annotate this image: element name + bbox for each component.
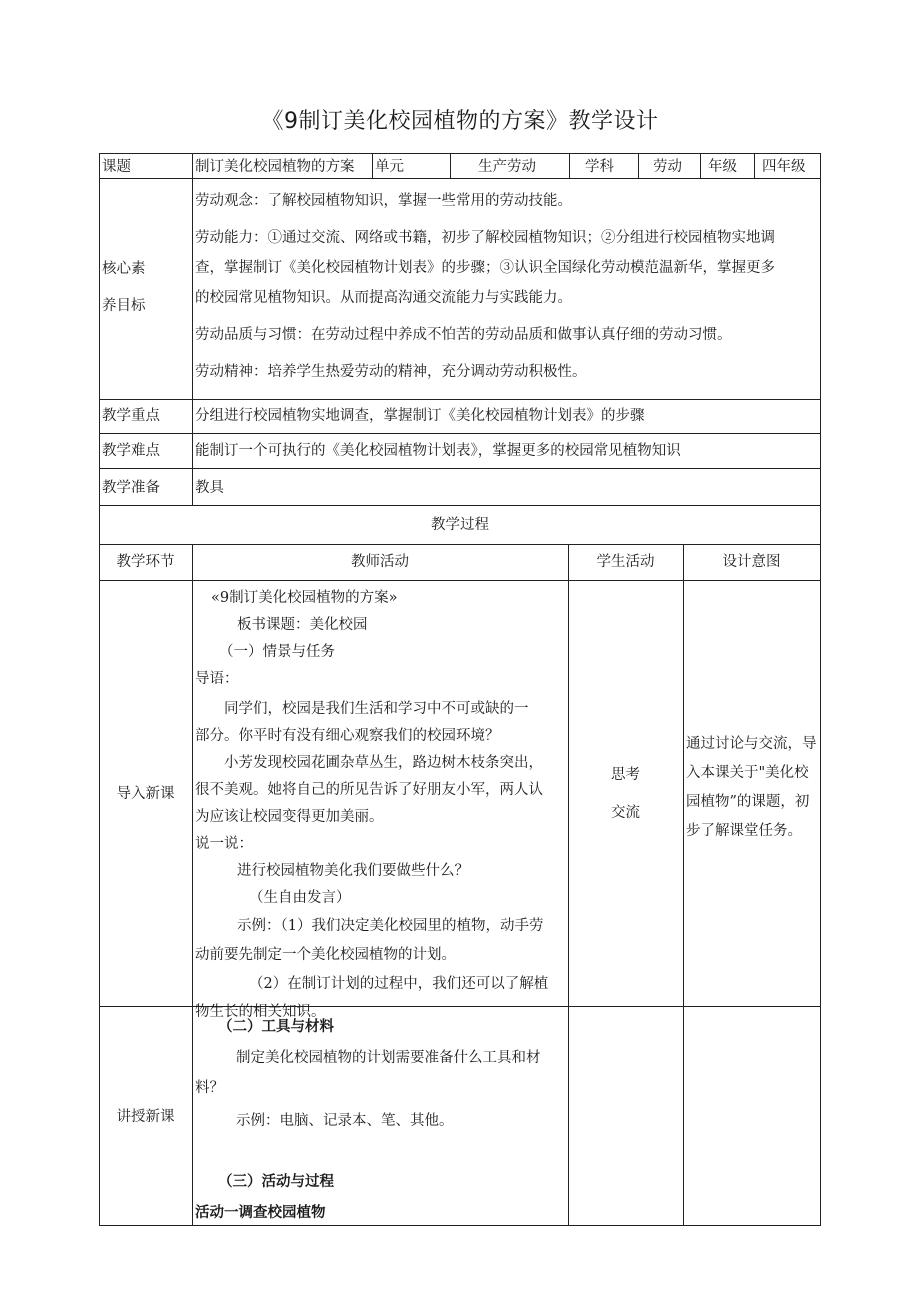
course-value: 制订美化校园植物的方案 xyxy=(195,159,355,175)
tools-line1: 制定美化校园植物的计划需要准备什么工具和材 xyxy=(236,1050,541,1066)
intro-line: 说一说： xyxy=(195,836,253,852)
core-label-line1: 核心素 xyxy=(102,261,146,277)
intro-line: 导语： xyxy=(195,671,239,687)
intro-line: 物生长的相关知识。 xyxy=(195,1004,326,1020)
core-line: 劳动品质与习惯：在劳动过程中养成不怕苦的劳动品质和做事认真仔细的劳动习惯。 xyxy=(195,327,732,343)
intent-line: 步了解课堂任务。 xyxy=(686,823,802,839)
intent-line: 通过讨论与交流，导 xyxy=(686,736,817,752)
difficulty-label: 教学难点 xyxy=(102,443,160,459)
intro-line: （一）情景与任务 xyxy=(219,644,335,660)
course-label: 课题 xyxy=(102,159,131,175)
intro-line: 很不美观。她将自己的所见告诉了好朋友小军，两人认 xyxy=(195,782,543,798)
intent-line: 园植物”的课题，初 xyxy=(686,794,810,810)
intro-teacher-activity xyxy=(195,585,565,1026)
activity-one: 活动一调查校园植物 xyxy=(195,1204,326,1221)
difficulty-value: 能制订一个可执行的《美化校园植物计划表》，掌握更多的校园常见植物知识 xyxy=(195,443,681,459)
core-label-line2: 养目标 xyxy=(102,298,146,314)
col-stage-header: 教学环节 xyxy=(116,554,175,570)
intro-line: （生自由发言） xyxy=(249,890,351,906)
intro-line: 示例：（1）我们决定美化校园里的植物，动手劳 xyxy=(237,918,544,934)
col-teacher-header: 教师活动 xyxy=(351,554,409,570)
preparation-label: 教学准备 xyxy=(102,480,160,496)
intro-line: 同学们，校园是我们生活和学习中不可或缺的一 xyxy=(224,701,529,717)
intro-line: （2）在制订计划的过程中，我们还可以了解植 xyxy=(249,976,549,992)
page-title: 《9制订美化校园植物的方案》教学设计 xyxy=(261,109,659,134)
intro-line: 为应该让校园变得更加美丽。 xyxy=(195,809,384,825)
process-heading: 教学过程 xyxy=(431,517,489,533)
subject-label: 学科 xyxy=(585,159,614,175)
core-line: 查，掌握制订《美化校园植物计划表》的步骤；③认识全国绿化劳动模范温新华，掌握更多 xyxy=(195,260,775,276)
core-objectives xyxy=(195,186,775,387)
key-point-label: 教学重点 xyxy=(102,408,160,424)
tools-line2: 料？ xyxy=(195,1080,224,1096)
col-student-header: 学生活动 xyxy=(596,554,655,570)
lecture-stage: 讲授新课 xyxy=(116,1109,175,1125)
intro-line: 小芳发现校园花圃杂草丛生，路边树木枝条突出， xyxy=(224,755,543,771)
unit-label: 单元 xyxy=(375,159,404,175)
core-line: 的校园常见植物知识。从而提高沟通交流能力与实践能力。 xyxy=(195,290,572,306)
intro-design-intent xyxy=(686,730,818,846)
intro-line: 进行校园植物美化我们要做些什么？ xyxy=(237,863,469,879)
key-point-value: 分组进行校园植物实地调查，掌握制订《美化校园植物计划表》的步骤 xyxy=(195,408,645,424)
grade-label: 年级 xyxy=(708,159,737,175)
subject-value: 劳动 xyxy=(653,159,682,175)
core-line: 劳动观念：了解校园植物知识，掌握一些常用的劳动技能。 xyxy=(195,193,572,209)
preparation-value: 教具 xyxy=(195,480,224,496)
tools-heading: （二）工具与材料 xyxy=(218,1018,334,1035)
intro-stage: 导入新课 xyxy=(116,786,175,802)
intro-student-line2: 交流 xyxy=(611,805,640,821)
core-line: 劳动能力：①通过交流、网络或书籍，初步了解校园植物知识；②分组进行校园植物实地调 xyxy=(195,230,775,246)
intro-student-line1: 思考 xyxy=(611,767,640,783)
unit-value: 生产劳动 xyxy=(478,159,536,175)
intro-line: 板书课题：美化校园 xyxy=(237,617,368,633)
intent-line: 入本课关于"美化校 xyxy=(686,765,809,781)
tools-example: 示例：电脑、记录本、笔、其他。 xyxy=(236,1113,454,1129)
activity-heading: （三）活动与过程 xyxy=(218,1173,334,1190)
grade-value: 四年级 xyxy=(762,159,806,175)
col-intent-header: 设计意图 xyxy=(722,554,781,570)
intro-line: 动前要先制定一个美化校园植物的计划。 xyxy=(195,947,456,963)
intro-line: «9制订美化校园植物的方案» xyxy=(211,590,398,606)
intro-line: 部分。你平时有没有细心观察我们的校园环境？ xyxy=(195,728,500,744)
core-line: 劳动精神：培养学生热爱劳动的精神，充分调动劳动积极性。 xyxy=(195,364,587,380)
